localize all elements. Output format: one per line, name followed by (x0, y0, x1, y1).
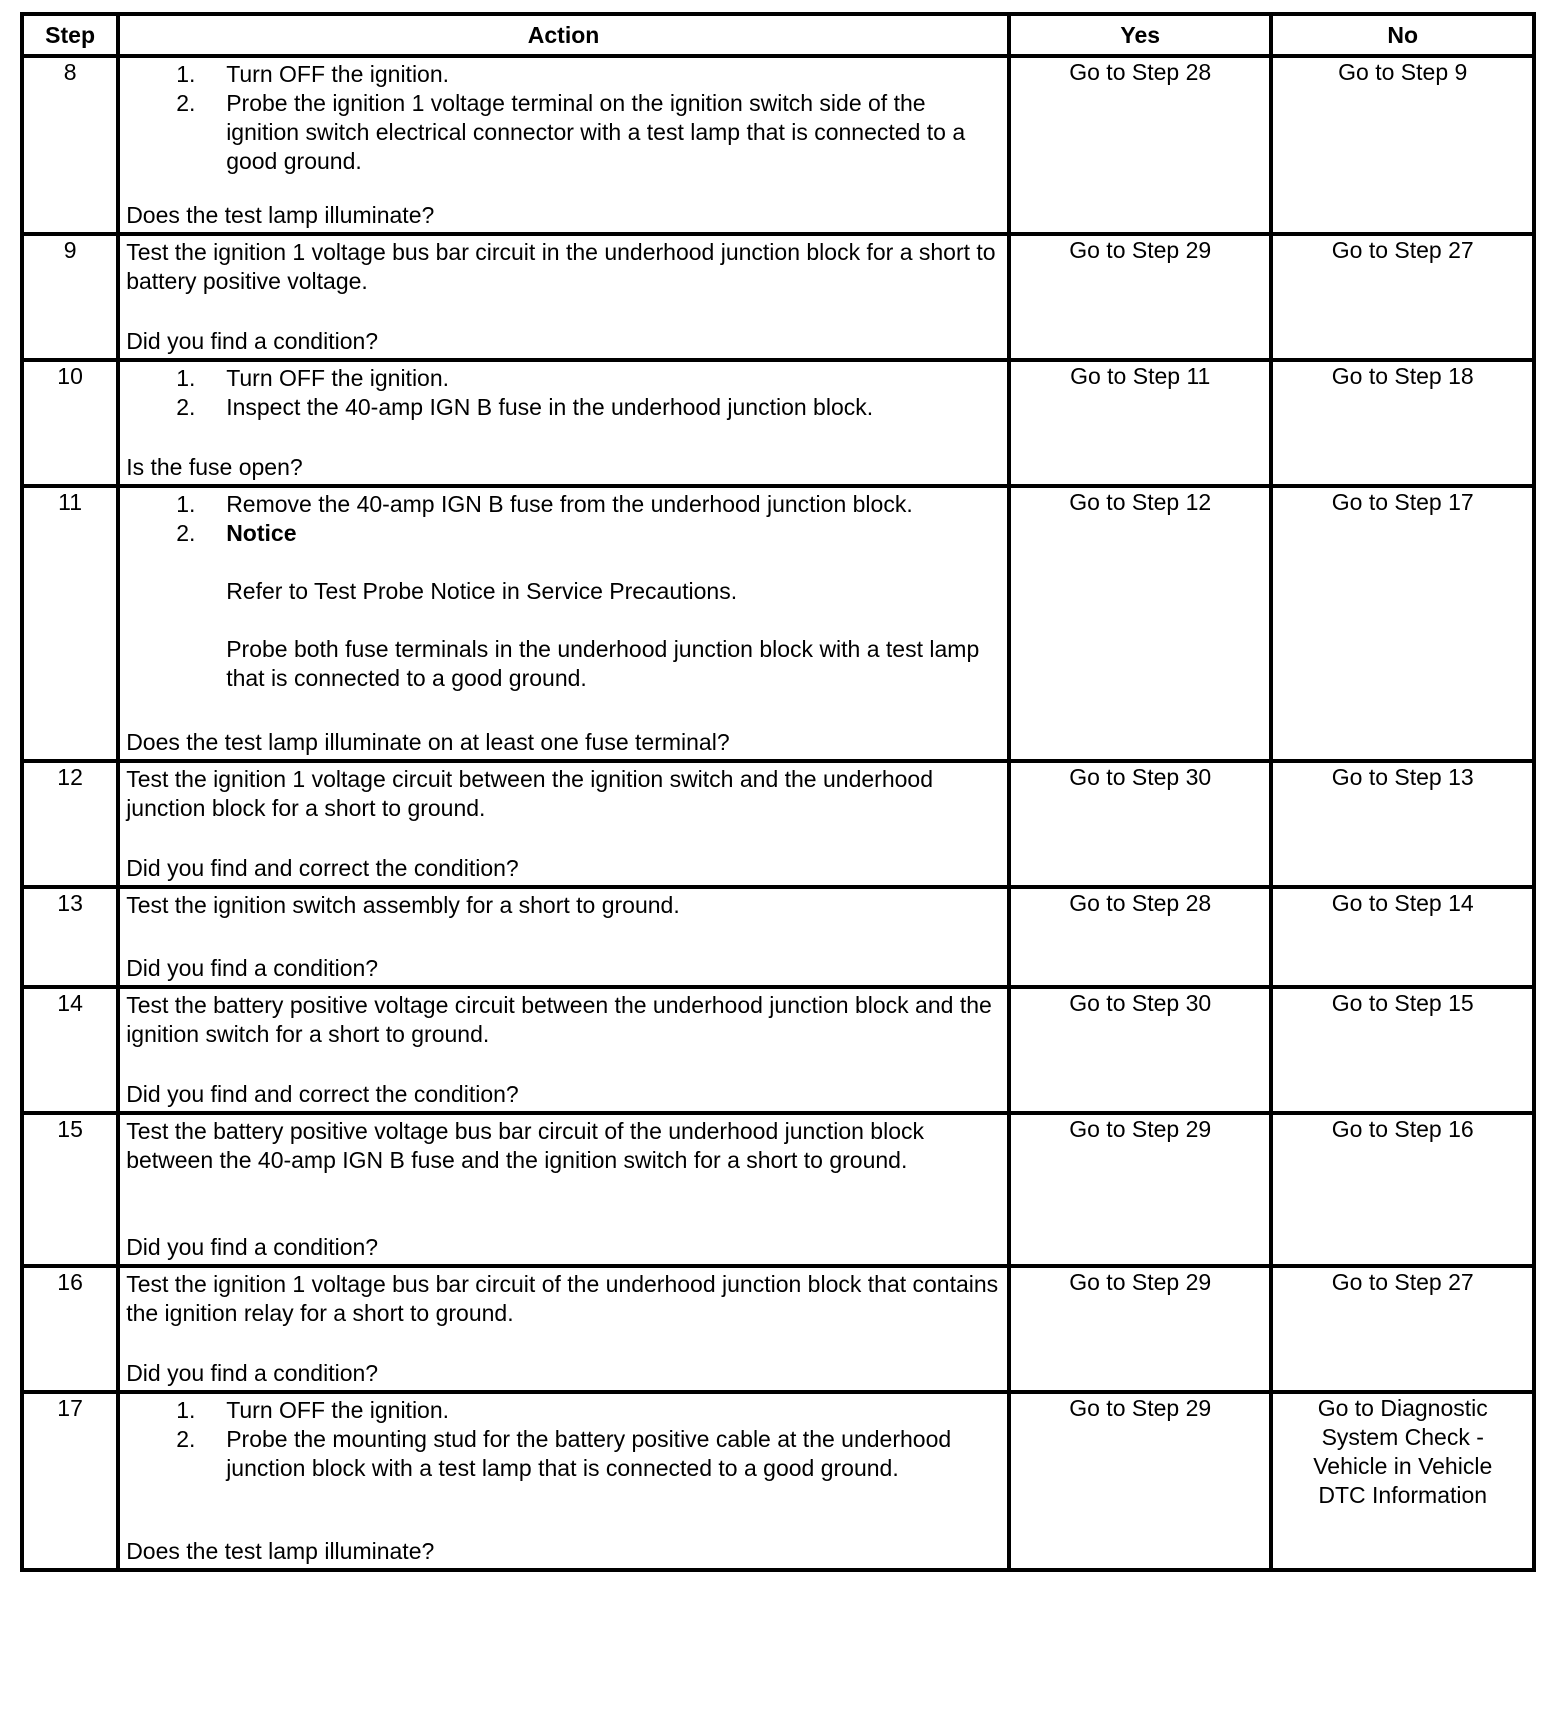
header-action: Action (118, 14, 1009, 56)
action-cell (118, 1113, 1009, 1266)
notice-title: Notice (226, 520, 297, 546)
yes-cell: Go to Step 28 (1009, 56, 1272, 234)
step-number: 15 (22, 1113, 118, 1266)
yes-cell: Go to Step 29 (1009, 1266, 1272, 1392)
no-cell: Go to Step 9 (1271, 56, 1534, 234)
list-item (126, 1425, 1001, 1483)
step-number: 17 (22, 1392, 118, 1570)
list-number: 1. (176, 61, 196, 87)
table-row (22, 761, 1534, 887)
table-row (22, 56, 1534, 234)
question-text: Does the test lamp illuminate? (126, 202, 435, 228)
action-list (126, 60, 1001, 176)
list-item (126, 364, 1001, 393)
action-text: Test the ignition 1 voltage bus bar circuit in the underhood junction block for a short to battery positive voltage. (126, 239, 996, 294)
action-list (126, 364, 1001, 422)
question-text: Did you find and correct the condition? (126, 855, 519, 881)
diagnostic-table (20, 12, 1536, 1572)
question-text: Did you find a condition? (126, 1360, 379, 1386)
question-text: Is the fuse open? (126, 454, 303, 480)
action-text: Test the battery positive voltage circuit between the underhood junction block and the ignition switch for a short to ground. (126, 992, 992, 1047)
list-item (126, 89, 1001, 176)
table-row (22, 987, 1534, 1113)
list-text: Probe the ignition 1 voltage terminal on the ignition switch side of the ignition switch electrical connector with a test lamp that is connected to a good ground. (226, 90, 966, 174)
step-number: 9 (22, 234, 118, 360)
yes-cell: Go to Step 29 (1009, 234, 1272, 360)
list-text: Turn OFF the ignition. (226, 365, 450, 391)
list-number: 2. (176, 520, 196, 546)
question-text: Did you find a condition? (126, 328, 379, 354)
action-list (126, 490, 1001, 693)
no-cell: Go to Step 14 (1271, 887, 1534, 987)
list-text: Turn OFF the ignition. (226, 61, 450, 87)
list-number: 2. (176, 394, 196, 420)
action-cell (118, 761, 1009, 887)
yes-cell: Go to Step 29 (1009, 1392, 1272, 1570)
step-number: 10 (22, 360, 118, 486)
action-list (126, 1396, 1001, 1483)
question-text: Did you find a condition? (126, 1234, 379, 1260)
list-text: Inspect the 40-amp IGN B fuse in the underhood junction block. (226, 394, 874, 420)
action-cell (118, 486, 1009, 761)
action-cell (118, 234, 1009, 360)
question-text: Does the test lamp illuminate? (126, 1538, 435, 1564)
no-cell: Go to Step 18 (1271, 360, 1534, 486)
list-item (126, 60, 1001, 89)
no-cell: Go to Step 16 (1271, 1113, 1534, 1266)
list-text: Probe the mounting stud for the battery positive cable at the underhood junction block with a test lamp that is connected to a good ground. (226, 1426, 952, 1481)
list-item (126, 490, 1001, 519)
action-text: Test the battery positive voltage bus bar circuit of the underhood junction block between the 40-amp IGN B fuse and the ignition switch for a short to ground. (126, 1118, 924, 1173)
action-text: Test the ignition 1 voltage circuit between the ignition switch and the underhood junction block for a short to ground. (126, 766, 933, 821)
yes-cell: Go to Step 11 (1009, 360, 1272, 486)
header-no: No (1271, 14, 1534, 56)
action-text: Test the ignition 1 voltage bus bar circuit of the underhood junction block that contains the ignition relay for a short to ground. (126, 1271, 999, 1326)
question-text: Did you find and correct the condition? (126, 1081, 519, 1107)
list-text: Turn OFF the ignition. (226, 1397, 450, 1423)
action-cell (118, 987, 1009, 1113)
no-cell: Go to Step 27 (1271, 1266, 1534, 1392)
list-number: 2. (176, 1426, 196, 1452)
action-cell (118, 887, 1009, 987)
table-row (22, 1392, 1534, 1570)
table-row (22, 1266, 1534, 1392)
step-number: 16 (22, 1266, 118, 1392)
yes-cell: Go to Step 30 (1009, 987, 1272, 1113)
no-cell: Go to Step 13 (1271, 761, 1534, 887)
yes-cell: Go to Step 12 (1009, 486, 1272, 761)
list-number: 2. (176, 90, 196, 116)
question-text: Does the test lamp illuminate on at least one fuse terminal? (126, 729, 730, 755)
table-row (22, 234, 1534, 360)
no-cell: Go to Diagnostic System Check - Vehicle in Vehicle DTC Information (1271, 1392, 1534, 1570)
no-cell: Go to Step 27 (1271, 234, 1534, 360)
header-step: Step (22, 14, 118, 56)
list-item (126, 393, 1001, 422)
table-row (22, 1113, 1534, 1266)
notice-reference: Refer to Test Probe Notice in Service Precautions. (226, 578, 738, 604)
yes-cell: Go to Step 28 (1009, 887, 1272, 987)
action-cell (118, 56, 1009, 234)
action-text: Test the ignition switch assembly for a short to ground. (126, 892, 680, 918)
list-text: Remove the 40-amp IGN B fuse from the underhood junction block. (226, 491, 913, 517)
notice-action: Probe both fuse terminals in the underhood junction block with a test lamp that is connected to a good ground. (226, 636, 980, 691)
table-header-row (22, 14, 1534, 56)
step-number: 8 (22, 56, 118, 234)
table-row (22, 360, 1534, 486)
no-cell: Go to Step 15 (1271, 987, 1534, 1113)
step-number: 14 (22, 987, 118, 1113)
table-row (22, 486, 1534, 761)
question-text: Did you find a condition? (126, 955, 379, 981)
header-yes: Yes (1009, 14, 1272, 56)
list-item (126, 1396, 1001, 1425)
no-cell: Go to Step 17 (1271, 486, 1534, 761)
yes-cell: Go to Step 30 (1009, 761, 1272, 887)
step-number: 11 (22, 486, 118, 761)
step-number: 13 (22, 887, 118, 987)
list-item (126, 519, 1001, 693)
step-number: 12 (22, 761, 118, 887)
list-number: 1. (176, 365, 196, 391)
action-cell (118, 1266, 1009, 1392)
list-number: 1. (176, 491, 196, 517)
yes-cell: Go to Step 29 (1009, 1113, 1272, 1266)
action-cell (118, 1392, 1009, 1570)
list-number: 1. (176, 1397, 196, 1423)
table-row (22, 887, 1534, 987)
action-cell (118, 360, 1009, 486)
